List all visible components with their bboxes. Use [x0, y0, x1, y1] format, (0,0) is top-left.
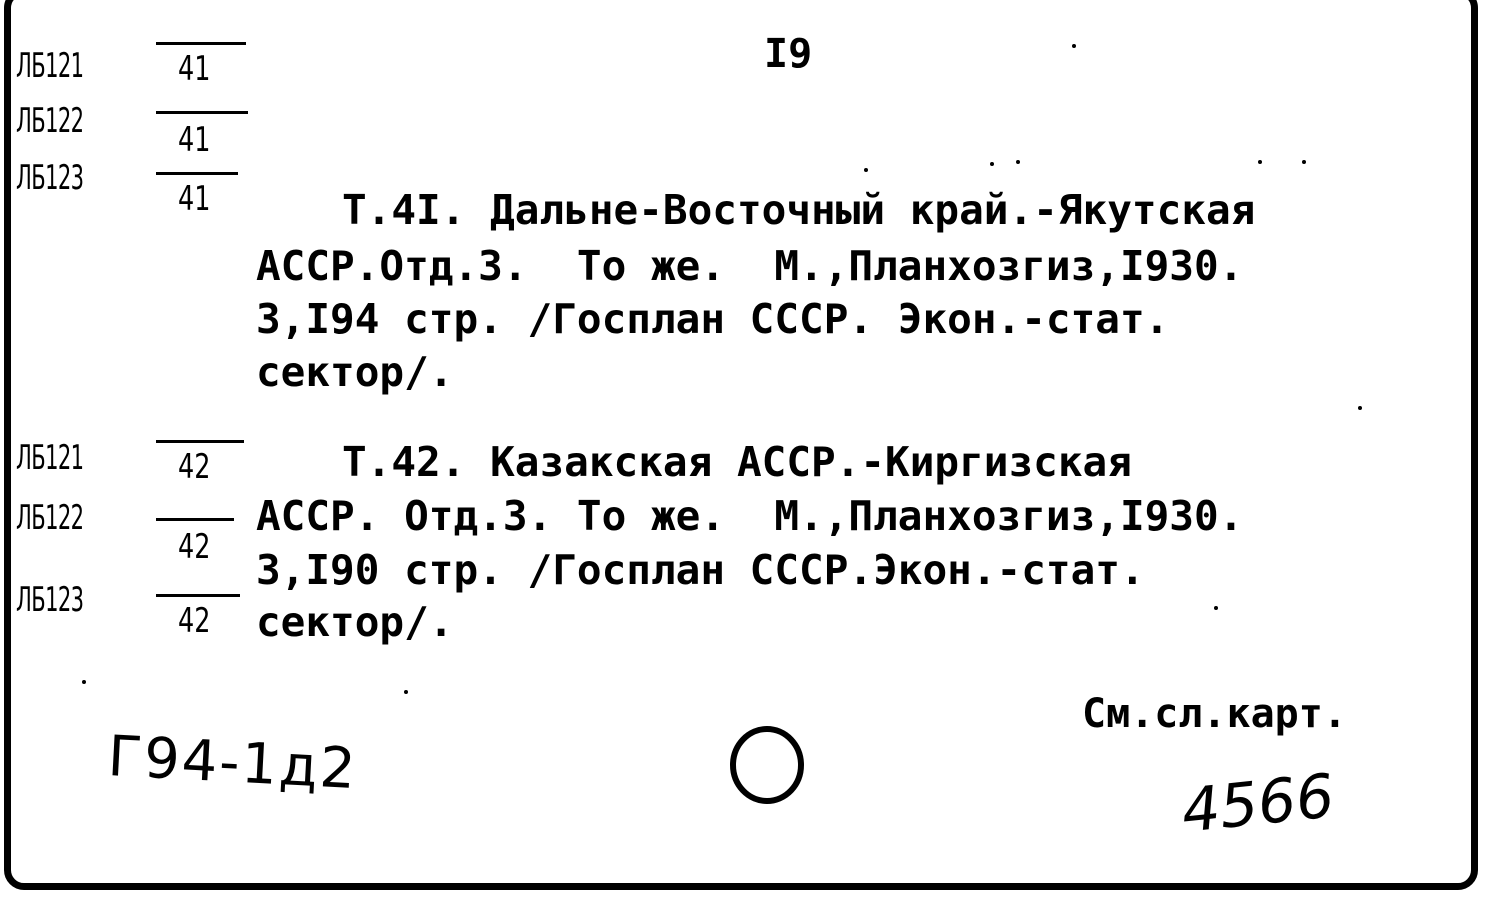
fraction-bar — [156, 518, 234, 521]
shelfmark-volume: 42 — [178, 527, 211, 567]
fraction-bar — [156, 42, 246, 45]
speck — [864, 168, 868, 172]
speck — [990, 162, 994, 166]
shelfmark-top-3 — [16, 158, 236, 219]
shelfmark-volume: 41 — [178, 49, 211, 89]
speck — [1214, 606, 1218, 610]
entry2-line-4: сектор/. — [256, 598, 454, 646]
shelfmark-code: ЛБ121 — [16, 46, 84, 86]
entry1-line-1: Т.4I. Дальне-Восточный край.-Якутская — [342, 186, 1256, 234]
speck — [1358, 406, 1362, 410]
speck — [1016, 160, 1020, 164]
entry2-line-2: АССР. Отд.З. То же. М.,Планхозгиз,I930. — [256, 492, 1244, 540]
shelfmark-volume: 42 — [178, 447, 211, 487]
shelfmark-volume: 41 — [178, 179, 211, 219]
speck — [82, 680, 86, 684]
fraction-bar — [156, 594, 240, 597]
shelfmark-code: ЛБ123 — [16, 580, 84, 620]
entry2-line-3: З,I90 стр. /Госплан СССР.Экон.-стат. — [256, 546, 1145, 594]
page-number: I9 — [764, 31, 813, 77]
speck — [1072, 44, 1076, 48]
shelfmark-code: ЛБ122 — [16, 498, 84, 538]
shelfmark-volume: 42 — [178, 601, 211, 641]
handwritten-code: Г94-1д2 — [106, 724, 359, 803]
see-next-card-note: См.сл.карт. — [1082, 691, 1347, 737]
shelfmark-top-2 — [16, 101, 236, 160]
shelfmark-code: ЛБ122 — [16, 101, 84, 141]
fraction-bar — [156, 172, 238, 175]
shelfmark-bottom-2 — [16, 498, 236, 567]
entry2-line-1: Т.42. Казакская АССР.-Киргизская — [342, 438, 1132, 486]
shelfmark-top-1 — [16, 46, 236, 89]
entry1-line-4: сектор/. — [256, 348, 454, 396]
handwritten-number: 4566 — [1178, 761, 1338, 847]
fraction-bar — [156, 440, 244, 443]
shelfmark-code: ЛБ121 — [16, 438, 84, 478]
shelfmark-bottom-1 — [16, 438, 236, 487]
shelfmark-bottom-3 — [16, 566, 236, 641]
speck — [404, 690, 408, 694]
speck — [1302, 160, 1306, 164]
entry1-line-2: АССР.Отд.З. То же. М.,Планхозгиз,I930. — [256, 242, 1244, 290]
fraction-bar — [156, 111, 248, 114]
shelfmark-code: ЛБ123 — [16, 158, 84, 198]
shelfmark-volume: 41 — [178, 120, 211, 160]
speck — [1258, 160, 1262, 164]
entry1-line-3: З,I94 стр. /Госплан СССР. Экон.-стат. — [256, 295, 1170, 343]
punch-hole — [726, 722, 808, 808]
